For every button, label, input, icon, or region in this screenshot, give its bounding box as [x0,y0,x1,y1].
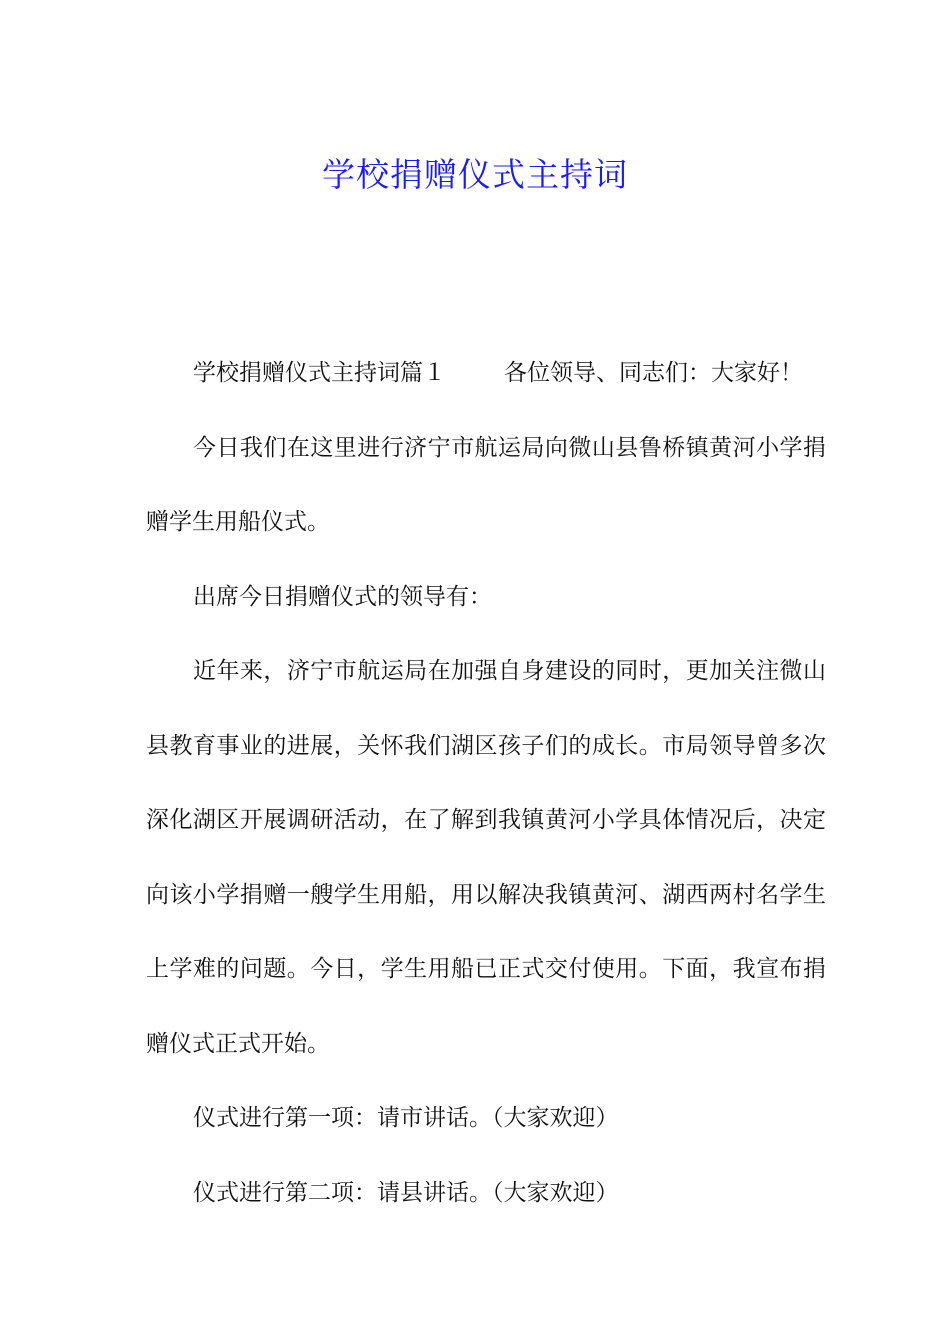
paragraph-item-two: 仪式进行第二项：请县讲话。（大家欢迎） [193,1179,619,1206]
paragraph-item-one: 仪式进行第一项：请市讲话。（大家欢迎） [193,1105,619,1131]
paragraph-intro: 今日我们在这里进行济宁市航运局向微山县鲁桥镇黄河小学捐赠学生用船仪式。 [146,434,826,535]
section-heading-label: 学校捐赠仪式主持词篇１ [193,360,446,386]
paragraph-background: 近年来，济宁市航运局在加强自身建设的同时，更加关注微山县教育事业的进展，关怀我们湖区孩子们的成长。市局领导曾多次深化湖区开展调研活动，在了解到我镇黄河小学具体情况后，决定向该小学捐赠一艘学生用船，用以解决我镇黄河、湖西两村名学生上学难的问题。今日，学生用船已正式交付使用。下面，我宣布捐赠仪式正式开始。 [146,658,826,1057]
greeting-text: 各位领导、同志们：大家好！ [504,360,803,386]
document-body [146,336,826,1230]
paragraph-attendees: 出席今日捐赠仪式的领导有： [193,583,492,610]
document-title: 学校捐赠仪式主持词 [322,155,628,195]
paragraph-greeting [146,336,826,411]
